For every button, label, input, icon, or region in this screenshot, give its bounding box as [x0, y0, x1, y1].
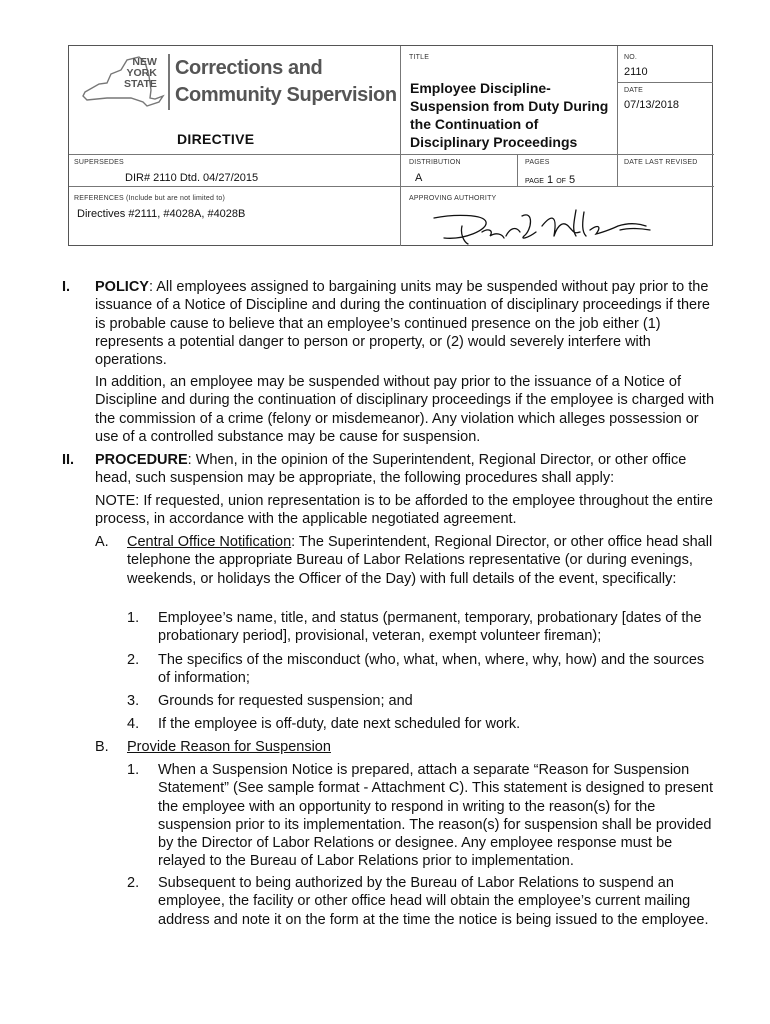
agency-name-line2: Community Supervision [175, 84, 397, 106]
policy-text: : All employees assigned to bargaining units may be suspended without pay prior to the issuance of a Notice of Discipline and during the continuation of disciplinary proceedings if there is probable cause to believe that an employee’s continued presence on the job either (1) represents a potential danger to person or property, or (2) would severely interfere with operations. [95, 279, 710, 369]
list-item: Subsequent to being authorized by the Bureau of Labor Relations to suspend an employee, the facility or other office head will obtain the employee’s current mailing address and note it on the form at the time the notice is being issued to the employee. [158, 875, 709, 928]
item-number: 2. [127, 652, 140, 668]
procedure-note: NOTE: If requested, union representation is to be afforded to the employee throughout the entire process, in accordance with the applicable negotiated agreement. [95, 493, 713, 528]
directive-title: Employee Discipline-Suspension from Duty During the Continuation of Disciplinary Proceedings [410, 80, 609, 150]
section-heading: PROCEDURE [95, 452, 188, 468]
item-number: 2. [127, 875, 140, 891]
logo-state-line: YORK [126, 67, 157, 79]
approving-label: APPROVING AUTHORITY [409, 195, 497, 202]
no-label: NO. [624, 54, 638, 61]
pages-label: PAGES [525, 159, 550, 166]
directive-number: 2110 [624, 66, 648, 78]
references-label: REFERENCES (Include but are not limited to) [74, 195, 225, 202]
section-heading: POLICY [95, 279, 149, 295]
subsection-letter: B. [95, 739, 109, 755]
item-number: 3. [127, 693, 140, 709]
agency-name-line1: Corrections and [175, 57, 323, 79]
references-value: Directives #2111, #4028A, #4028B [77, 208, 246, 220]
distribution-label: DISTRIBUTION [409, 159, 461, 166]
procedure-text: : When, in the opinion of the Superintendent, Regional Director, or other office head, such suspension may be appropriate, the following procedures shall apply: [95, 452, 687, 487]
date-revised-label: DATE LAST REVISED [624, 159, 698, 166]
subsection-a [127, 533, 717, 588]
list-item: Employee’s name, title, and status (permanent, temporary, probationary [dates of the probationary period], provisional, veteran, exempt volunteer fireman); [158, 610, 702, 645]
logo-state-line: NEW [132, 56, 157, 68]
section-number: I. [62, 279, 71, 295]
policy-paragraph [95, 278, 715, 369]
title-label: TITLE [409, 54, 430, 61]
list-item: When a Suspension Notice is prepared, attach a separate “Reason for Suspension Statement” (See sample format - Attachment C). This statement is designed to present the employee with an opportunity to respond in writing to the reason(s) for the suspension prior to its implementation. The reason(s) for suspension shall be provided by the Director of Labor Relations or designee. Any employee response must be relayed to the Bureau of Labor Relations prior to implementation. [158, 762, 714, 870]
signature [424, 196, 664, 246]
list-item: Grounds for requested suspension; and [158, 693, 413, 709]
directive-header [68, 45, 713, 246]
of-word: OF [556, 178, 566, 185]
subsection-heading: Provide Reason for Suspension [127, 739, 331, 755]
list-item: If the employee is off-duty, date next scheduled for work. [158, 716, 521, 732]
item-number: 1. [127, 762, 140, 778]
distribution-value: A [415, 172, 423, 184]
policy-paragraph-2: In addition, an employee may be suspended without pay prior to the issuance of a Notice of Discipline and during the continuation of disciplinary proceedings if the employee is charged with the commission of a crime (felony or misdemeanor). Any violation which alleges possession or use of a controlled substance may be cause for suspension. [95, 374, 715, 445]
section-number: II. [62, 452, 75, 468]
subsection-text: : The Superintendent, Regional Director, or other office head shall telephone the appropriate Bureau of Labor Relations representative (or during evenings, weekends, or holidays the Officer of the Day) with full details of the event, specifically: [127, 534, 713, 587]
subsection-letter: A. [95, 534, 109, 550]
page-word: PAGE [525, 178, 544, 185]
list-item: The specifics of the misconduct (who, what, when, where, why, how) and the sources of information; [158, 652, 705, 687]
doc-type: DIRECTIVE [177, 131, 255, 147]
page-count [525, 174, 575, 186]
procedure-paragraph [95, 451, 715, 488]
item-number: 1. [127, 610, 140, 626]
logo-state-line: STATE [124, 78, 157, 90]
subsection-heading: Central Office Notification [127, 534, 292, 550]
directive-date: 07/13/2018 [624, 99, 680, 111]
item-number: 4. [127, 716, 140, 732]
supersedes-value: DIR# 2110 Dtd. 04/27/2015 [125, 172, 259, 184]
page-number: 1 [547, 174, 554, 186]
date-label: DATE [624, 87, 643, 94]
page-total: 5 [568, 174, 576, 186]
supersedes-label: SUPERSEDES [74, 159, 124, 166]
